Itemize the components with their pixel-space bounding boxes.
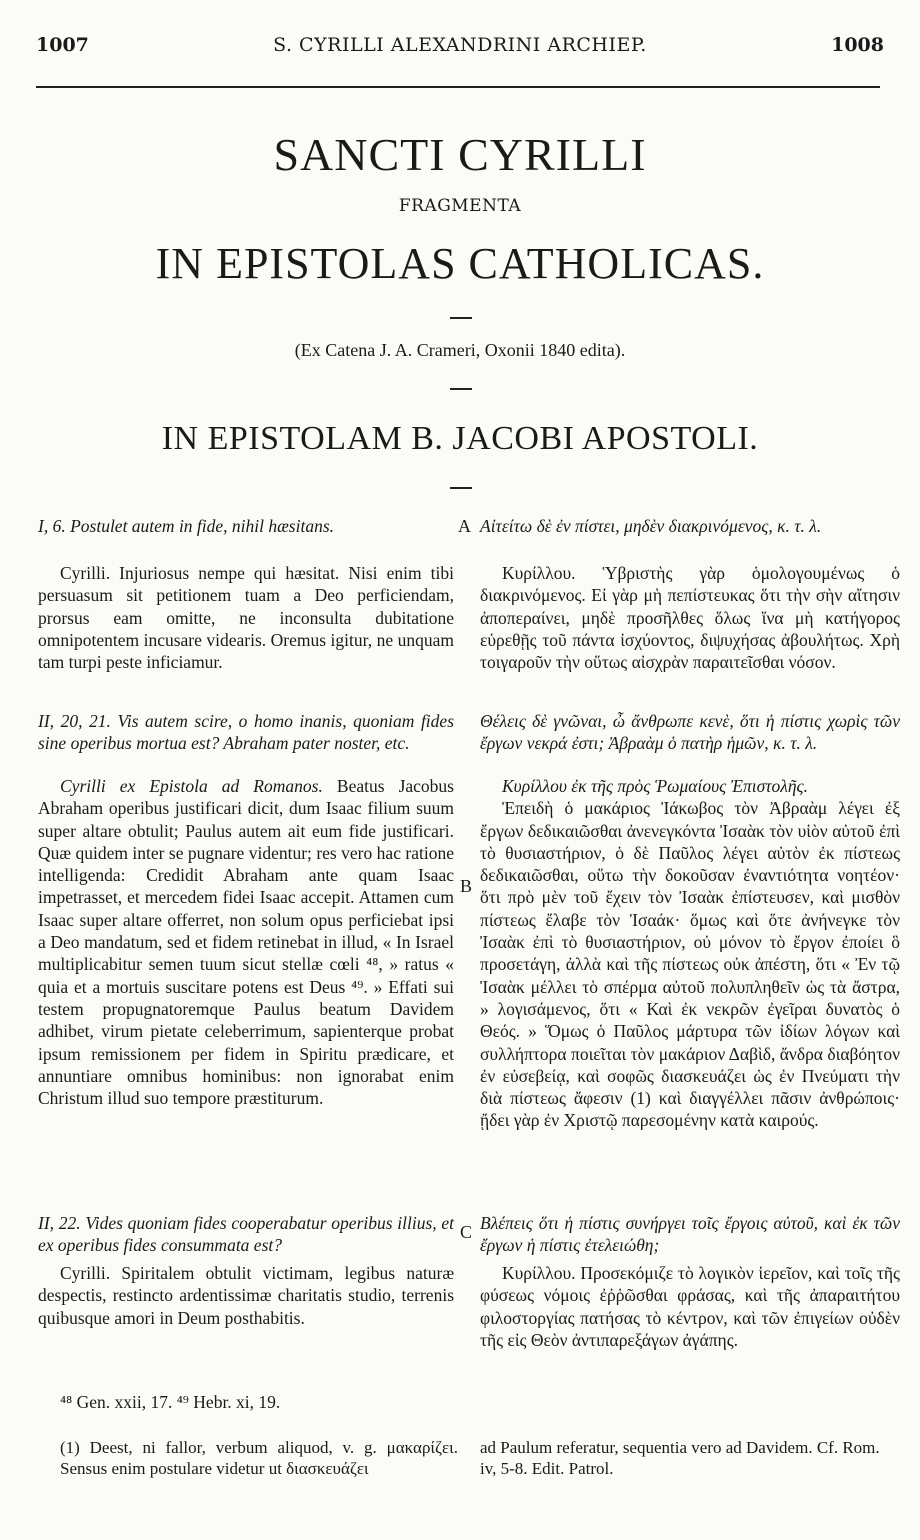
title-fragmenta: FRAGMENTA (398, 196, 522, 216)
right-column (480, 515, 900, 537)
title-dash (450, 317, 472, 319)
running-header (36, 34, 884, 64)
greek-lemma-3: Βλέπεις ὅτι ἡ πίστις συνήργει τοῖς ἔργοις αὐτοῦ, καὶ ἐκ τῶν ἔργων ἡ πίστις ἐτελειώθη; (480, 1213, 900, 1256)
footnote-1-right: ad Paulum referatur, sequentia vero ad Davidem. Cf. Rom. iv, 5-8. Edit. Patrol. (480, 1438, 880, 1478)
footnote-1-left: (1) Deest, ni fallor, verbum aliquod, v. g. μακαρίζει. Sensus enim postulare videtur ut διασκευάζει (60, 1438, 458, 1478)
lemma-i-6: I, 6. Postulet autem in fide, nihil hæsitans. (38, 516, 335, 536)
greek-text-2: Ἐπειδὴ ὁ μακάριος Ἰάκωβος τὸν Ἀβραὰμ λέγει ἐξ ἔργων δεδικαιῶσθαι ἀνενεγκόντα Ἰσαὰκ τὸν υἱὸν αὐτοῦ ἐπὶ τὸ θυσιαστήριον, ὁ δὲ Παῦλος λέγει αὐτὸν ἐκ πίστεως δεδικαιῶσθαι, οὕτω τὴν δοκοῦσαν ἐναντιότητα νοητέον· ὅτι πρὸ μὲν τοῦ ἔχειν τὸν Ἰσαὰκ ἐπίστευσεν, καὶ μισθὸν πίστεως ἔλαβε τὸν Ἰσαάκ· ὅμως καὶ ὅτε ἀνήνεγκε τὸν Ἰσαὰκ ἐπὶ τὸ θυσιαστήριον, οὐ μόνον τὸ ἔργον ἐποίει ὃ προσετάγη, ἀλλὰ καὶ τῆς πίστεως οὐκ ἀπέστη, ὅτι « Ἐν τῷ Ἰσαὰκ μέλλει τὸ σπέρμα αὐτοῦ πολυπληθεῖν ὡς τὰ ἄστρα, » λογισάμενος, ὅτι « Καὶ ἐκ νεκρῶν ἐγεῖραι δυνατὸς ὁ Θεός. » Ὅμως ὁ Παῦλος μάρτυρα τῶν ἰδίων λόγων καὶ συλλήπτορα ποιεῖται τὸν μακάριον Δαβὶδ, ἄνδρα διαβόητον ἐν εὐσεβείᾳ, καὶ σοφῶς διασκευάζει ὡς ἐν Πνεύματι τὴν διὰ πίστεως ἄφεσιν (1) καὶ διαγγέλλει πᾶσιν ἀνθρώποις· ᾔδει γὰρ ἐν Χριστῷ παρεσομένην κατὰ καιρούς. (480, 798, 900, 1131)
greek-text-3: Κυρίλλου. Προσεκόμιζε τὸ λογικὸν ἱερεῖον, καὶ τοῖς τῆς φύσεως νόμοις ἐῤῥῶσθαι φράσας, καὶ τῆς ἀπαραιτήτου φιλοστοργίας πατήσας τὸ κέντρον, καὶ τῶν ἐπιγείων οὐδὲν τῆς εἰς Θεὸν ἀντιπαρεξάγων ἀγάπης. (480, 1263, 900, 1350)
section-marker-c: C (460, 1222, 473, 1242)
page-number-left: 1007 (36, 34, 89, 56)
footnote-references: ⁴⁸ Gen. xxii, 17. ⁴⁹ Hebr. xi, 19. (60, 1392, 281, 1412)
lemma-ii-22: II, 22. Vides quoniam fides cooperabatur operibus illius, et ex operibus fides consummata est? (38, 1213, 454, 1256)
right-column-block (480, 1212, 900, 1257)
greek-heading-2: Κυρίλλου ἐκ τῆς πρὸς Ῥωμαίους Ἐπιστολῆς. (502, 776, 809, 796)
source-note: (Ex Catena J. A. Crameri, Oxonii 1840 edita). (294, 340, 626, 360)
title-jacobi: IN EPISTOLAM B. JACOBI APOSTOLI. (161, 420, 759, 457)
title-dash (450, 388, 472, 390)
latin-heading-2: Cyrilli ex Epistola ad Romanos. (60, 776, 323, 796)
left-column-block (38, 1212, 454, 1257)
greek-lemma-1: Αἰτείτω δὲ ἐν πίστει, μηδὲν διακρινόμενος, κ. τ. λ. (480, 516, 822, 536)
lemma-ii-20: II, 20, 21. Vis autem scire, o homo inanis, quoniam fides sine operibus mortua est? Abraham pater noster, etc. (38, 711, 454, 754)
greek-lemma-2: Θέλεις δὲ γνῶναι, ὦ ἄνθρωπε κενὲ, ὅτι ἡ πίστις χωρὶς τῶν ἔργων νεκρά ἐστι; Ἀβραὰμ ὁ πατὴρ ἡμῶν, κ. τ. λ. (480, 711, 900, 754)
running-title: S. CYRILLI ALEXANDRINI ARCHIEP. (273, 34, 647, 56)
left-column (38, 515, 454, 537)
left-column-block (38, 562, 454, 673)
section-marker-a: A (458, 516, 471, 536)
title-epistolas: IN EPISTOLAS CATHOLICAS. (155, 239, 765, 288)
greek-text-1: Κυρίλλου. Ὑβριστὴς γὰρ ὁμολογουμένως ὁ διακρινόμενος. Εἰ γὰρ μὴ πεπίστευκας ὅτι τὴν σὴν αἴτησιν ἀποπεραίνει, μηδὲ προσῆλθες ὅλως ἵνα μὴ κατήγορος εὑρεθῇς τοῦ πάντα ἰσχύοντος, διψυχήσας ἀβουλήτως. Χρὴ τοιγαροῦν τὴν οὕτως αἰσχρὰν παραιτεῖσθαι νόσον. (480, 563, 900, 673)
title-main: SANCTI CYRILLI (273, 129, 647, 180)
title-dash (450, 487, 472, 489)
latin-text-1: Cyrilli. Injuriosus nempe qui hæsitat. Nisi enim tibi persuasum sit petitionem tuam a Deo perficiendam, prorsus eam omitte, ne inconsulta dubitatione omnipotentem incusare videaris. Oremus igitur, ne unquam tam turpi peste inficiamur. (38, 563, 454, 673)
right-column-block (480, 710, 900, 755)
right-column-block (480, 775, 900, 1132)
latin-text-3: Cyrilli. Spiritalem obtulit victimam, legibus naturæ despectis, restincto ardentissimæ charitatis studio, terrenis quibusque amori in Deum posthabitis. (38, 1263, 454, 1328)
section-marker-b: B (460, 876, 473, 896)
left-column-block (38, 710, 454, 755)
page-number-right: 1008 (831, 34, 884, 56)
header-rule (36, 86, 880, 88)
left-column-block (38, 1262, 454, 1329)
right-column-block (480, 1262, 900, 1351)
latin-text-2: Beatus Jacobus Abraham operibus justificari dicit, dum Isaac filium suum super altare obtulit; Paulus autem ait eum fide justificari. Quæ quidem inter se pugnare videntur; res vero hac ratione intelligenda: Credidit Abraham ante quam Isaac impetrasset, et mercedem fidei Isaac accepit. Attamen cum Isaac super altare offerret, non solum opus perficiebat ipsi a Deo mandatum, sed et fidem retinebat in illud, « In Israel multiplicabitur semen tuum sicut stellæ cœli ⁴⁸, » ratus « quia et a mortuis suscitare potens est Deus ⁴⁹. » Effati sui testem propugnatoremque Paulus beatum Davidem adhibet, virum pietate celeberrimum, sapienterque probat ipsum remissionem per fidem in Spiritu prædicare, et annuntiare omnibus hominibus: non ignorabat enim Christum illud suo tempore præstiturum. (38, 776, 454, 1109)
right-column-block (480, 562, 900, 673)
left-column-block (38, 775, 454, 1109)
